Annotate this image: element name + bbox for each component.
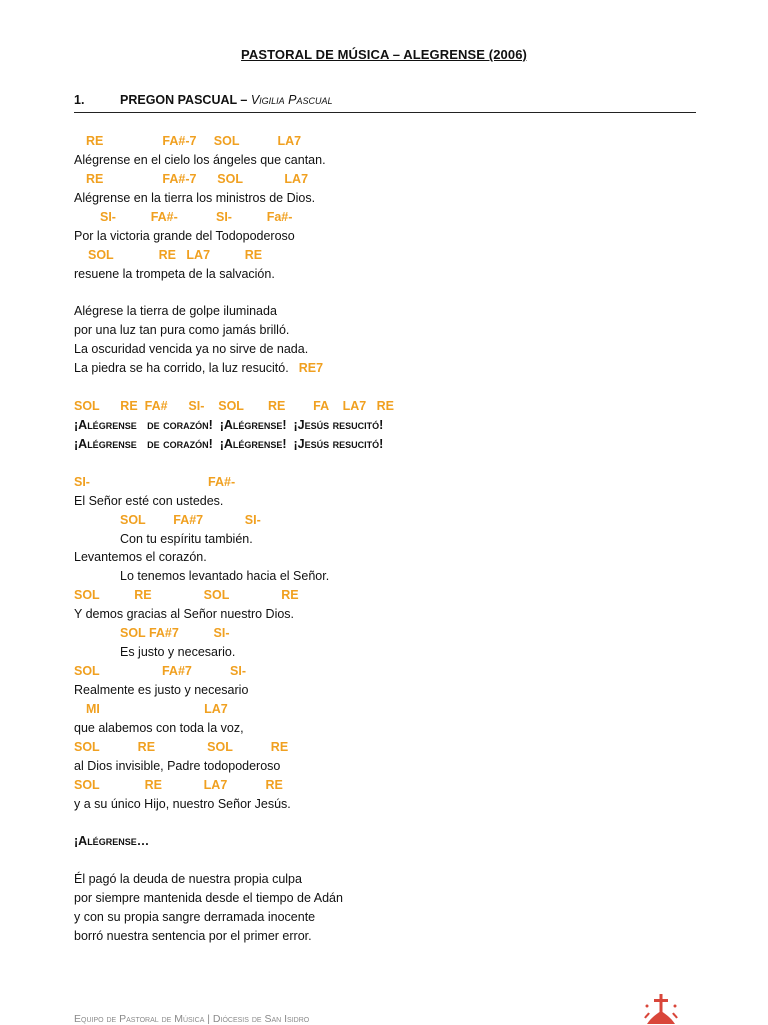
chorus-line: ¡Alégrense de corazón! ¡Alégrense! ¡Jesús resucitó! xyxy=(74,417,384,432)
chord-line: SOL RE LA7 RE xyxy=(88,247,263,262)
lyric-line: por siempre mantenida desde el tiempo de Adán xyxy=(74,891,343,906)
chord-line: SOL RE SOL RE xyxy=(74,739,289,754)
lyric-line: borró nuestra sentencia por el primer error. xyxy=(74,929,312,944)
lyric-line: y a su único Hijo, nuestro Señor Jesús. xyxy=(74,796,291,811)
lyric-line: Alégrense en la tierra los ministros de Dios. xyxy=(74,190,316,205)
lyric-line: al Dios invisible, Padre todopoderoso xyxy=(74,758,281,773)
lyric-line: por una luz tan pura como jamás brilló. xyxy=(74,323,290,338)
section-subtitle: Vigilia Pascual xyxy=(250,93,333,107)
chorus-line: ¡Alégrense de corazón! ¡Alégrense! ¡Jesús resucitó! xyxy=(74,436,384,451)
chord-line: SOL FA#7 SI- xyxy=(120,626,230,641)
lyric-line: Y demos gracias al Señor nuestro Dios. xyxy=(74,607,295,622)
lyric-line: Realmente es justo y necesario xyxy=(74,682,249,697)
document-title: PASTORAL DE MÚSICA – ALEGRENSE (2006) xyxy=(241,47,527,62)
lyric-line: El Señor esté con ustedes. xyxy=(74,493,224,508)
chord-line: SOL RE LA7 RE xyxy=(74,777,283,792)
chord-line: SOL RE SOL RE xyxy=(74,588,299,603)
chord-line: SOL FA#7 SI- xyxy=(74,664,247,679)
lyric-line: y con su propia sangre derramada inocente xyxy=(74,910,316,925)
section-separator: – xyxy=(236,93,251,107)
lyric-line: resuene la trompeta de la salvación. xyxy=(74,266,275,281)
lyric-line: Alégrense en el cielo los ángeles que cantan. xyxy=(74,152,326,167)
lyric-line: Alégrese la tierra de golpe iluminada xyxy=(74,304,277,319)
inline-chord: RE7 xyxy=(298,361,324,376)
chord-line: SOL RE FA# SI- SOL RE FA LA7 RE xyxy=(74,399,394,414)
lyric-line: Por la victoria grande del Todopoderoso xyxy=(74,228,295,243)
lyric-line-with-chord xyxy=(74,360,323,376)
section-title: PREGON PASCUAL xyxy=(120,93,237,107)
footer-text: Equipo de Pastoral de Música | Diócesis de San Isidro xyxy=(74,1013,310,1025)
lyric-line: Lo tenemos levantado hacia el Señor. xyxy=(120,569,330,584)
lyric-line: que alabemos con toda la voz, xyxy=(74,720,244,735)
cross-flame-logo-icon xyxy=(641,991,681,1024)
chord-line: SI- FA#- SI- Fa#- xyxy=(100,209,293,224)
lyric-text: La piedra se ha corrido, la luz resucitó. xyxy=(74,361,289,376)
lyric-line: Él pagó la deuda de nuestra propia culpa xyxy=(74,872,302,887)
lyric-line: Es justo y necesario. xyxy=(120,645,236,660)
chord-line: MI LA7 xyxy=(86,701,228,716)
section-number: 1. xyxy=(74,93,85,107)
chord-line: SOL FA#7 SI- xyxy=(120,512,261,527)
chord-line: RE FA#-7 SOL LA7 xyxy=(86,171,309,186)
chord-line: SI- FA#- xyxy=(74,474,236,489)
lyric-line: Con tu espíritu también. xyxy=(120,531,253,546)
lyric-line: Levantemos el corazón. xyxy=(74,550,207,565)
lyric-line: La oscuridad vencida ya no sirve de nada. xyxy=(74,342,309,357)
chord-line: RE FA#-7 SOL LA7 xyxy=(86,134,302,148)
chorus-reference: ¡Alégrense… xyxy=(74,834,150,849)
